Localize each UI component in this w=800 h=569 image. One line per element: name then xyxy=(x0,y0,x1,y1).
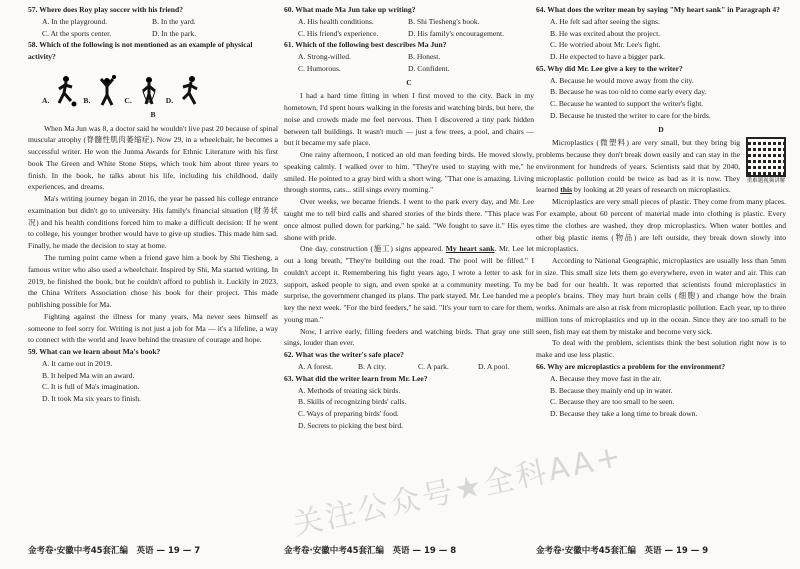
question-59: 59. What can we learn about Ma's book? xyxy=(28,347,161,357)
option: B. Shi Tiesheng's book. xyxy=(408,16,480,26)
qr-caption: 重难题视频讲解 xyxy=(746,178,786,185)
section-d-title: D xyxy=(658,124,664,134)
qr-code-icon xyxy=(746,137,786,177)
section-b-title: B xyxy=(150,109,156,119)
option-label: A. xyxy=(42,96,50,106)
options-62 xyxy=(298,361,534,373)
question-65: 65. Why did Mr. Lee give a key to the writer? xyxy=(536,63,683,73)
basketball-player-icon xyxy=(96,75,118,107)
option: C. A park. xyxy=(418,361,449,371)
activity-images xyxy=(42,67,278,107)
question-64: 64. What does the writer mean by saying "My heart sank" in Paragraph 4? xyxy=(536,5,780,14)
text: Microplastics (微塑料) are very small, but they bring big problems because they don't break down easily and can stay in the environment for hundreds of years. Scientists said that by 2040, microplastic pollution could be twice as bad as it is now. They learned xyxy=(536,138,740,195)
passage-b-p2: Ma's writing journey began in 2016, the year he passed his college entrance examination but didn't go to university. His family's financial situation (财务状况) and his health conditions forced him to make a difficult decision: If he went to college, his younger brother would have to give up studies. This made him sad. Finally, he made the decision to stay at home. xyxy=(28,194,278,251)
passage-b-p1: When Ma Jun was 8, a doctor said he wouldn't live past 20 because of spinal muscular atrophy (脊髓性肌肉萎缩症). Now 29, in a wheelchair, he becomes a successful writer. He won the Junma Awards for Ethnic Literature with his first book The Green and White Stone Steps, which took him about three years to finish. In the book, he talks about his life, including his childhood, daily experiences, and dreams. xyxy=(28,123,278,192)
section-c-title: C xyxy=(406,77,412,87)
passage-c-p5: Now, I arrive early, filling feeders and watching birds. That gray one still sings, louder than ever. xyxy=(284,326,534,348)
options-60 xyxy=(298,16,534,40)
passage-d-p2: Microplastics are very small pieces of plastic. They come from many places. For example, about 60 percent of material made into clothing is plastic. Every time the clothes are washed, they drop microplastics. When water bottles and other big plastic items (物品) are left outside, they break down slowly into microplastics. xyxy=(536,197,786,254)
passage-b-p3: The turning point came when a friend gave him a book by Shi Tiesheng, a famous writer who also used a wheelchair. Inspired by Shi, Ma started writing. In 2019, he finished the book, but he couldn't afford to publish it. Luckily in 2023, the China Writers Association chose his book for their project. This made publishing possible for Ma. xyxy=(28,253,278,310)
option-label: C. xyxy=(124,96,132,106)
option: D. Because they take a long time to break down. xyxy=(550,409,698,419)
option: D. Confident. xyxy=(408,63,450,73)
option: C. Humorous. xyxy=(298,63,341,73)
option-label: B. xyxy=(83,96,91,106)
column-1 xyxy=(28,4,278,405)
qr-code[interactable] xyxy=(746,137,786,186)
option: A. His health conditions. xyxy=(298,16,374,26)
option: D. In the park. xyxy=(152,28,197,38)
question-63: 63. What did the writer learn from Mr. Lee? xyxy=(284,373,428,383)
passage-d-p3: According to National Geographic, microplastics are usually less than 5mm in size. This small size lets them go everywhere, even in water and air. This can be bad for our health. It was reported that scientists found microplastics in people's brains. They may hurt brain cells (细胞) and change how the brain works. Animals are also at risk from microplastic pollution. Each year, up to three million tons of microplastics end up in the ocean. Since they are too small to be seen, fish may eat them by mistake and become very sick. xyxy=(536,256,786,336)
options-59 xyxy=(42,358,278,405)
passage-c-p2: One rainy afternoon, I noticed an old man feeding birds. He moved slowly, speaking calmly. I walked over to him. "They're used to staying with me," he smiled. He pointed to a gray bird with a short wing. "That one is amazing. Living through storms, cats... still sings every morning." xyxy=(284,150,534,195)
options-66 xyxy=(550,373,786,420)
option-label: D. xyxy=(165,96,174,106)
option: C. He worried about Mr. Lee's fight. xyxy=(550,40,661,50)
option: B. It helped Ma win an award. xyxy=(42,370,135,380)
option: B. In the yard. xyxy=(152,16,196,26)
option: C. Because they are too small to be seen. xyxy=(550,397,675,407)
option: A. Because they move fast in the air. xyxy=(550,373,662,383)
option: B. Honest. xyxy=(408,52,441,62)
passage-d-p4: To deal with the problem, scientists think the best solution right now is to make and use less plastic. xyxy=(536,338,786,360)
text: by looking at 20 years of research on microplastics. xyxy=(573,185,731,195)
underlined-word: this xyxy=(560,185,573,195)
option: D. Because he trusted the writer to care for the birds. xyxy=(550,110,711,120)
page-footer-8: 金考卷·安徽中考45套汇编 英语 — 19 — 8 xyxy=(284,546,457,556)
option: C. Because he wanted to support the writer's fight. xyxy=(550,99,704,109)
option: C. It is full of Ma's imagination. xyxy=(42,382,140,392)
option: A. Methods of treating sick birds. xyxy=(298,385,401,395)
option: B. Skills of recognizing birds' calls. xyxy=(298,397,407,407)
underlined-phrase: My heart sank xyxy=(445,244,495,254)
question-66: 66. Why are microplastics a problem for the environment? xyxy=(536,361,726,371)
option: D. His family's encouragement. xyxy=(408,28,505,38)
jump-rope-icon xyxy=(138,75,160,107)
question-57: 57. Where does Roy play soccer with his friend? xyxy=(28,5,184,14)
options-63 xyxy=(298,385,534,432)
option: D. He expected to have a bigger park. xyxy=(550,52,665,62)
option: A. In the playground. xyxy=(42,16,108,26)
option: B. Because they mainly end up in water. xyxy=(550,385,673,395)
question-58: 58. Which of the following is not mentioned as an example of physical activity? xyxy=(28,40,253,62)
text: One day, construction (施工) signs appeared. xyxy=(300,244,444,254)
option: A. Strong-willed. xyxy=(298,52,351,62)
page-footer-7: 金考卷·安徽中考45套汇编 英语 — 19 — 7 xyxy=(28,546,201,556)
passage-c-p4 xyxy=(284,243,534,325)
option: B. Because he was too old to come early every day. xyxy=(550,87,707,97)
runner-icon xyxy=(179,75,201,107)
passage-c-p1: I had a hard time fitting in when I first moved to the city. Back in my hometown, I'd spent hours walking in the forests and watching birds, but here, the noise and crowds made me feel nervous. Then I discovered a tiny park hidden between tall buildings. It wasn't much — just a few trees, a pool, and chairs — but it became my safe place. xyxy=(284,91,534,148)
options-65 xyxy=(550,75,786,122)
passage-b-p4: Fighting against the illness for many years, Ma never sees himself as someone to feel sorry for. Writing is not just a job for Ma — it's a lifeline, a way to connect with the world and leave behind the treasure of courage and hope. xyxy=(28,311,278,345)
options-64 xyxy=(550,16,786,63)
soccer-player-icon xyxy=(55,75,77,107)
option: D. A pool. xyxy=(478,361,510,371)
options-61 xyxy=(298,51,534,75)
question-62: 62. What was the writer's safe place? xyxy=(284,350,404,360)
option: A. He felt sad after seeing the signs. xyxy=(550,16,660,26)
option: D. It took Ma six years to finish. xyxy=(42,394,141,404)
option: B. He was excited about the project. xyxy=(550,28,661,38)
option: D. Secrets to picking the best bird. xyxy=(298,420,404,430)
question-60: 60. What made Ma Jun take up writing? xyxy=(284,5,416,14)
option: C. Ways of preparing birds' food. xyxy=(298,409,399,419)
passage-c-p3: Over weeks, we became friends. I went to the park every day, and Mr. Lee taught me to tell bird calls and shared stories of the birds there. "This place was once almost pulled down for parking," he said. "We fought to save it." His eyes shone with pride. xyxy=(284,197,534,242)
option: C. His friend's experience. xyxy=(298,28,379,38)
watermark: 关注公众号★全科AA+ xyxy=(289,438,627,543)
option: A. It came out in 2019. xyxy=(42,358,113,368)
option: A. A forest. xyxy=(298,361,334,371)
column-3 xyxy=(536,4,786,420)
option: A. Because he would move away from the city. xyxy=(550,75,694,85)
page-footer-9: 金考卷·安徽中考45套汇编 英语 — 19 — 9 xyxy=(536,546,709,556)
text: . Mr. Lee let out a long breath, "They're building out the road. The pool will be filled." I couldn't accept it. Remembering his fight years ago, I wrote a letter to ask for support, asked people to sign, and even spoke at a community meeting. To my surprise, the government changed its plans. The park stayed. Mr. Lee handed me a key the next week. "For the bird feeders," he said. "It's your turn to care for them, young man." xyxy=(284,244,534,324)
column-2 xyxy=(284,4,534,432)
options-57 xyxy=(42,16,278,40)
option: B. A city. xyxy=(358,361,387,371)
question-61: 61. Which of the following best describes Ma Jun? xyxy=(284,40,447,50)
option: C. At the sports center. xyxy=(42,28,112,38)
